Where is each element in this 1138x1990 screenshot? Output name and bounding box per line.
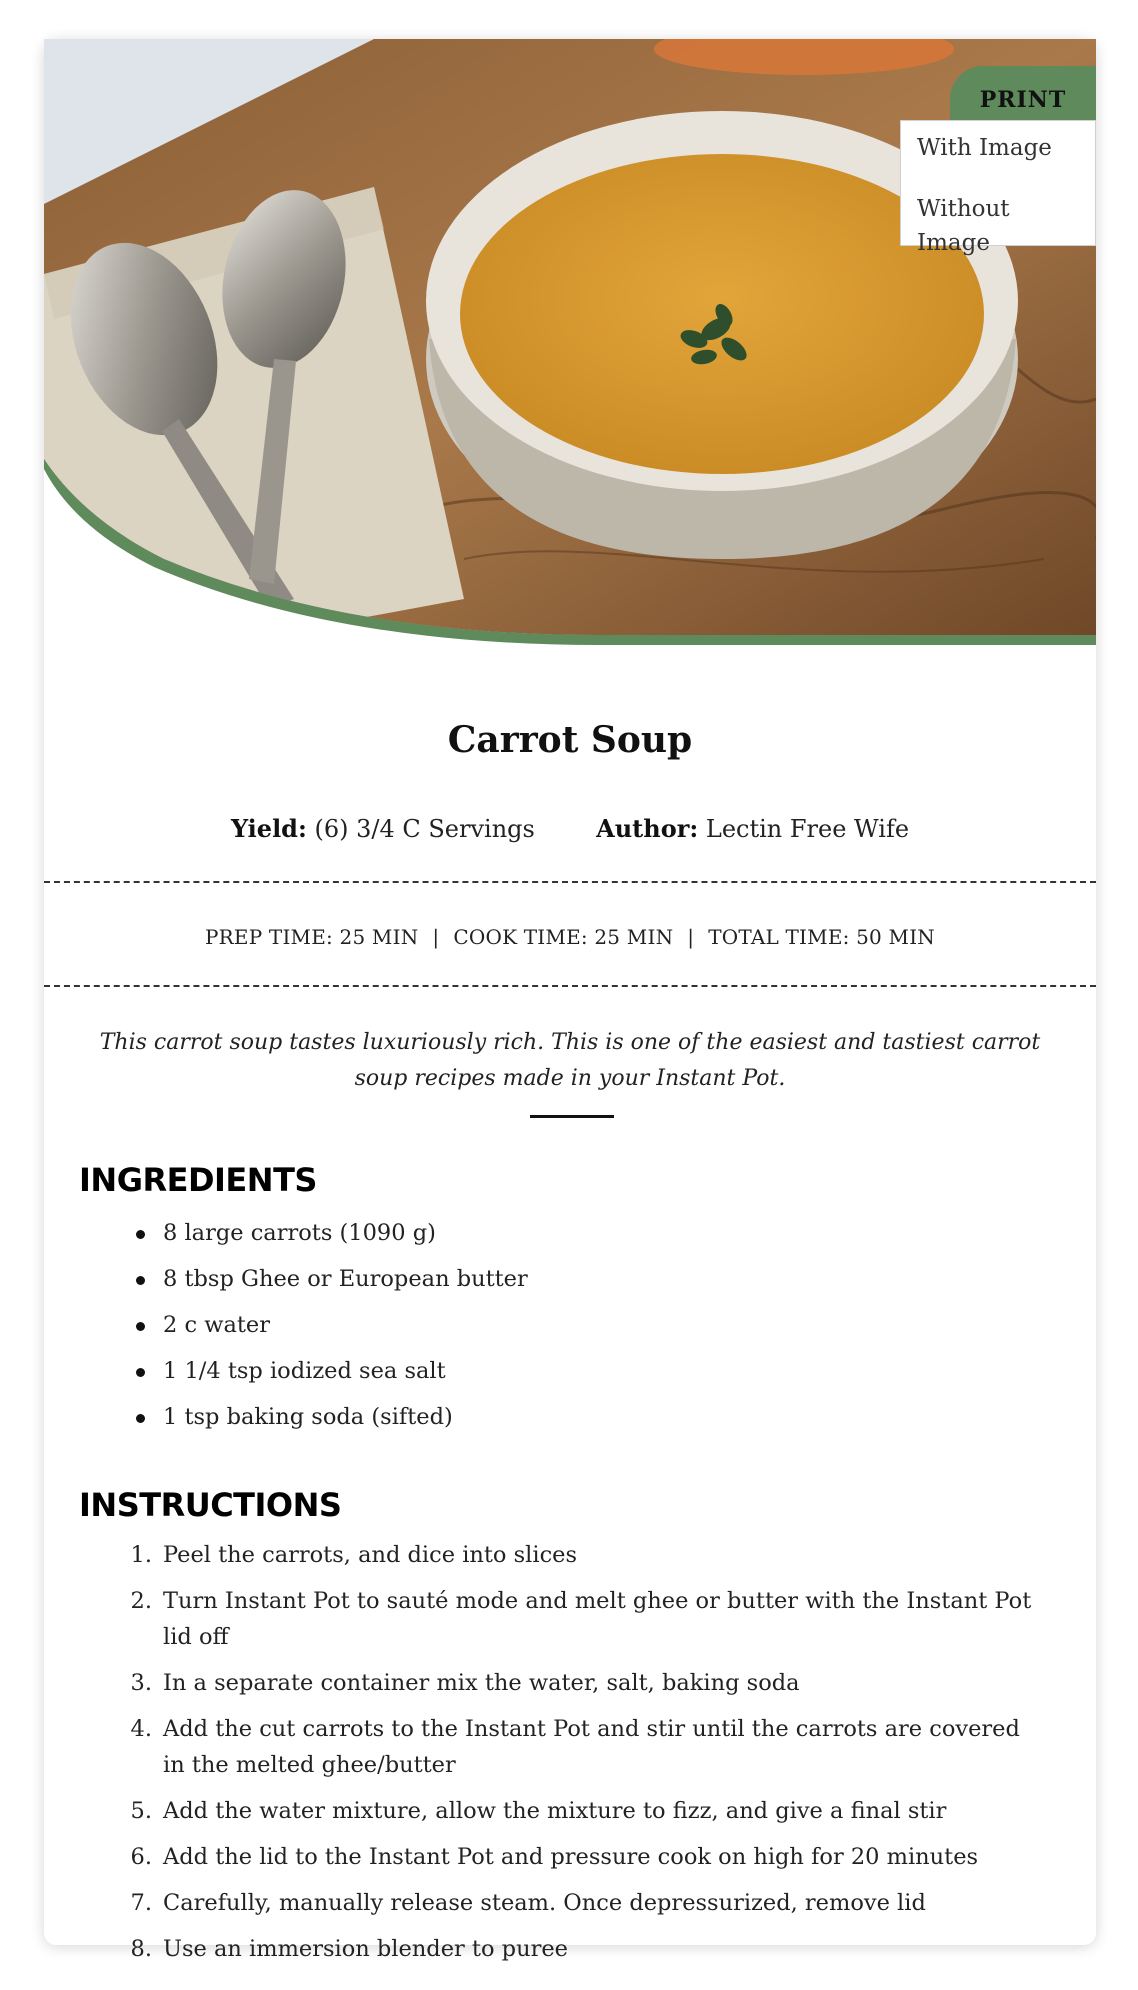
times-divider-icon: | <box>432 925 440 949</box>
divider-bottom <box>44 985 1096 987</box>
divider-top <box>44 881 1096 883</box>
ingredient-item: 8 tbsp Ghee or European butter <box>44 1260 1044 1306</box>
instruction-step <box>44 1793 1044 1829</box>
author-label: Author: <box>596 814 699 843</box>
step-number: 5. <box>130 1798 152 1824</box>
instruction-step <box>44 1537 1044 1573</box>
step-text: Add the lid to the Instant Pot and pressure cook on high for 20 minutes <box>163 1844 979 1870</box>
step-text: Use an immersion blender to puree <box>163 1936 568 1962</box>
instruction-step <box>44 1583 1044 1655</box>
print-button-label: PRINT <box>979 87 1067 113</box>
step-number: 8. <box>130 1936 152 1962</box>
step-number: 4. <box>130 1716 152 1742</box>
ingredient-item: 1 1/4 tsp iodized sea salt <box>44 1352 1044 1398</box>
instruction-step <box>44 1885 1044 1921</box>
print-without-image-option[interactable]: Without Image <box>917 196 1010 256</box>
instructions-list <box>44 1537 1044 1977</box>
recipe-card <box>44 39 1096 1962</box>
step-text: In a separate container mix the water, salt, baking soda <box>163 1670 800 1696</box>
recipe-meta <box>44 814 1096 843</box>
step-text: Add the cut carrots to the Instant Pot and stir until the carrots are covered in the melted ghee/butter <box>163 1716 1020 1778</box>
author-value: Lectin Free Wife <box>705 815 910 843</box>
ingredient-item: 2 c water <box>44 1306 1044 1352</box>
step-text: Carefully, manually release steam. Once depressurized, remove lid <box>163 1890 926 1916</box>
step-text: Peel the carrots, and dice into slices <box>163 1542 578 1568</box>
cook-time: COOK TIME: 25 MIN <box>453 925 674 949</box>
ingredient-item: 1 tsp baking soda (sifted) <box>44 1398 1044 1444</box>
ingredient-item: 8 large carrots (1090 g) <box>44 1214 1044 1260</box>
prep-time: PREP TIME: 25 MIN <box>204 925 419 949</box>
step-number: 2. <box>130 1588 152 1614</box>
summary-divider <box>530 1115 614 1118</box>
ingredients-heading: INGREDIENTS <box>79 1161 317 1199</box>
step-number: 7. <box>130 1890 152 1916</box>
step-number: 1. <box>130 1542 152 1568</box>
recipe-title: Carrot Soup <box>447 719 693 761</box>
recipe-times <box>44 925 1096 949</box>
step-text: Add the water mixture, allow the mixture to fizz, and give a final stir <box>163 1798 947 1824</box>
instruction-step <box>44 1665 1044 1701</box>
instructions-heading: INSTRUCTIONS <box>79 1486 342 1524</box>
ingredients-list <box>44 1214 1044 1444</box>
print-with-image-option[interactable]: With Image <box>917 135 1052 161</box>
total-time: TOTAL TIME: 50 MIN <box>708 925 935 949</box>
recipe-summary: This carrot soup tastes luxuriously rich. This is one of the easiest and tastiest carrot soup recipes made in your Instant Pot. <box>99 1030 1041 1091</box>
step-number: 6. <box>130 1844 152 1870</box>
print-dropdown-menu <box>900 120 1096 256</box>
step-number: 3. <box>130 1670 152 1696</box>
instruction-step <box>44 1839 1044 1875</box>
yield-value: (6) 3/4 C Servings <box>314 815 535 843</box>
instruction-step <box>44 1931 1044 1967</box>
instruction-step <box>44 1711 1044 1783</box>
yield-label: Yield: <box>230 814 307 843</box>
times-divider-icon: | <box>687 925 695 949</box>
step-text: Turn Instant Pot to sauté mode and melt ghee or butter with the Instant Pot lid off <box>163 1588 1032 1650</box>
